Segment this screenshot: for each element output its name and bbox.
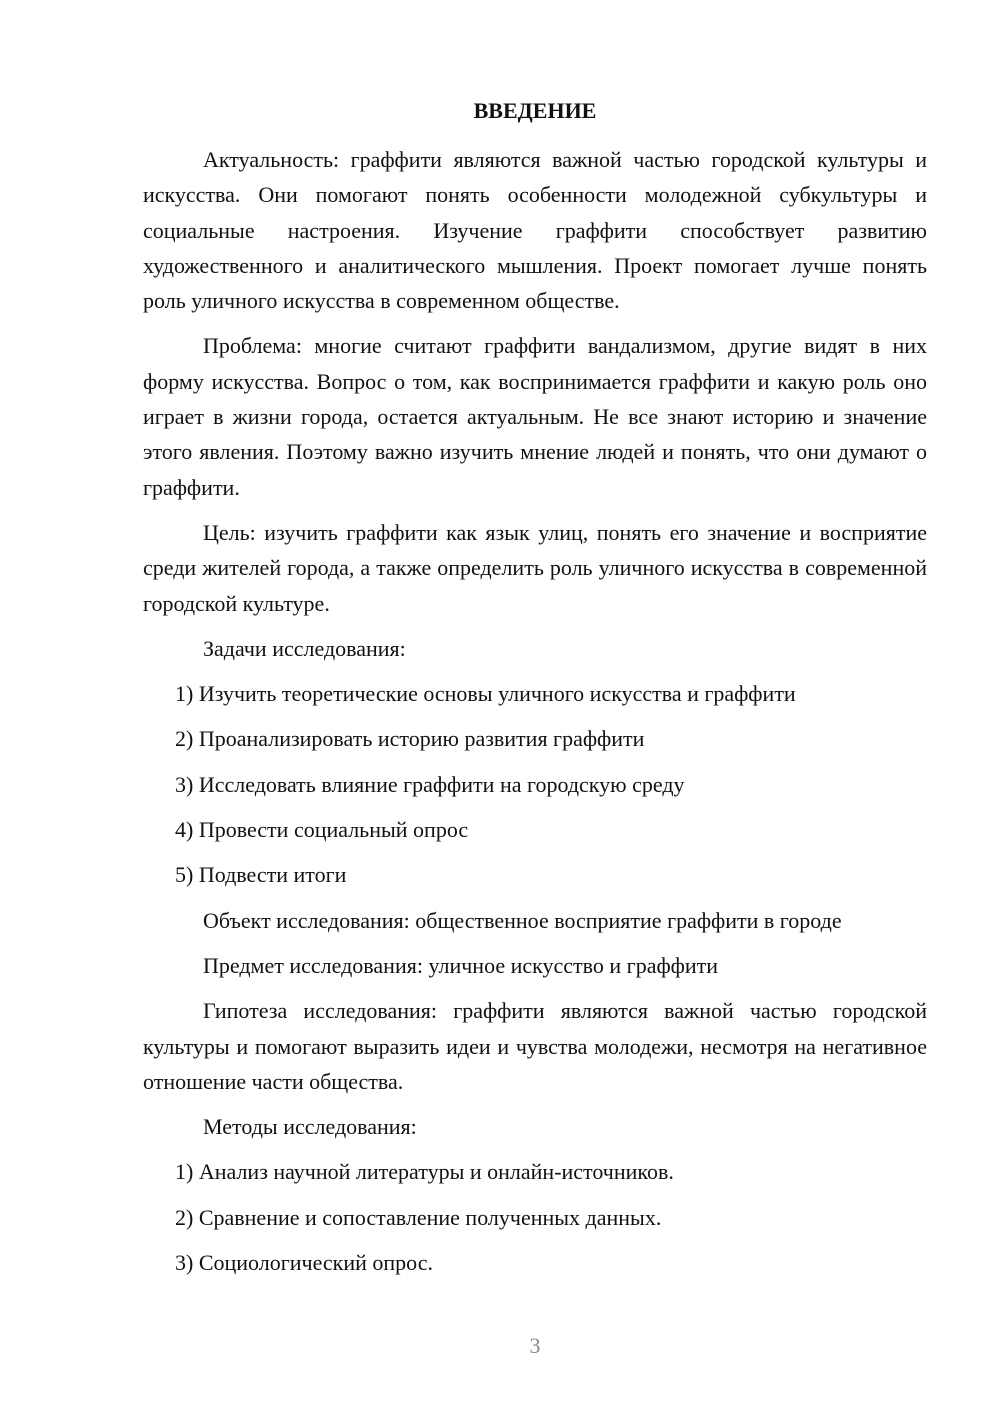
tasks-list <box>143 676 927 892</box>
document-body <box>143 142 927 1290</box>
task-item: 5) Подвести итоги <box>175 862 347 888</box>
hypothesis-paragraph: Гипотеза исследования: граффити являются важной частью городской культуры и помогают выразить идеи и чувства молодежи, несмотря на негативное отношение части общества. <box>143 998 927 1094</box>
goal-paragraph: Цель: изучить граффити как язык улиц, понять его значение и восприятие среди жителей города, а также определить роль уличного искусства в современной городской культуре. <box>143 519 927 616</box>
document-page <box>143 0 927 1414</box>
task-item: 2) Проанализировать историю развития граффити <box>175 726 645 752</box>
subject-paragraph: Предмет исследования: уличное искусство и граффити <box>203 952 719 978</box>
methods-heading: Методы исследования: <box>203 1114 417 1140</box>
method-item: 2) Сравнение и сопоставление полученных данных. <box>175 1204 662 1230</box>
tasks-heading: Задачи исследования: <box>203 635 406 661</box>
method-item: 3) Социологический опрос. <box>175 1250 433 1276</box>
task-item: 3) Исследовать влияние граффити на городскую среду <box>175 771 685 797</box>
method-item: 1) Анализ научной литературы и онлайн-источников. <box>175 1159 674 1185</box>
page-title: ВВЕДЕНИЕ <box>473 98 597 123</box>
object-paragraph: Объект исследования: общественное восприятие граффити в городе <box>203 907 842 933</box>
relevance-paragraph: Актуальность: граффити являются важной частью городской культуры и искусства. Они помогают понять особенности молодежной субкультуры и социальные настроения. Изучение граффити способствует развитию художественного и аналитического мышления. Проект помогает лучше понять роль уличного искусства в современном обществе. <box>143 147 927 314</box>
page-number: 3 <box>529 1333 541 1358</box>
methods-list <box>143 1154 927 1280</box>
problem-paragraph: Проблема: многие считают граффити вандализмом, другие видят в них форму искусства. Вопрос о том, как воспринимается граффити и какую роль оно играет в жизни города, остается актуальным. Не все знают историю и значение этого явления. Поэтому важно изучить мнение людей и понять, что они думают о граффити. <box>143 333 927 500</box>
task-item: 4) Провести социальный опрос <box>175 817 469 843</box>
task-item: 1) Изучить теоретические основы уличного искусства и граффити <box>175 681 796 707</box>
